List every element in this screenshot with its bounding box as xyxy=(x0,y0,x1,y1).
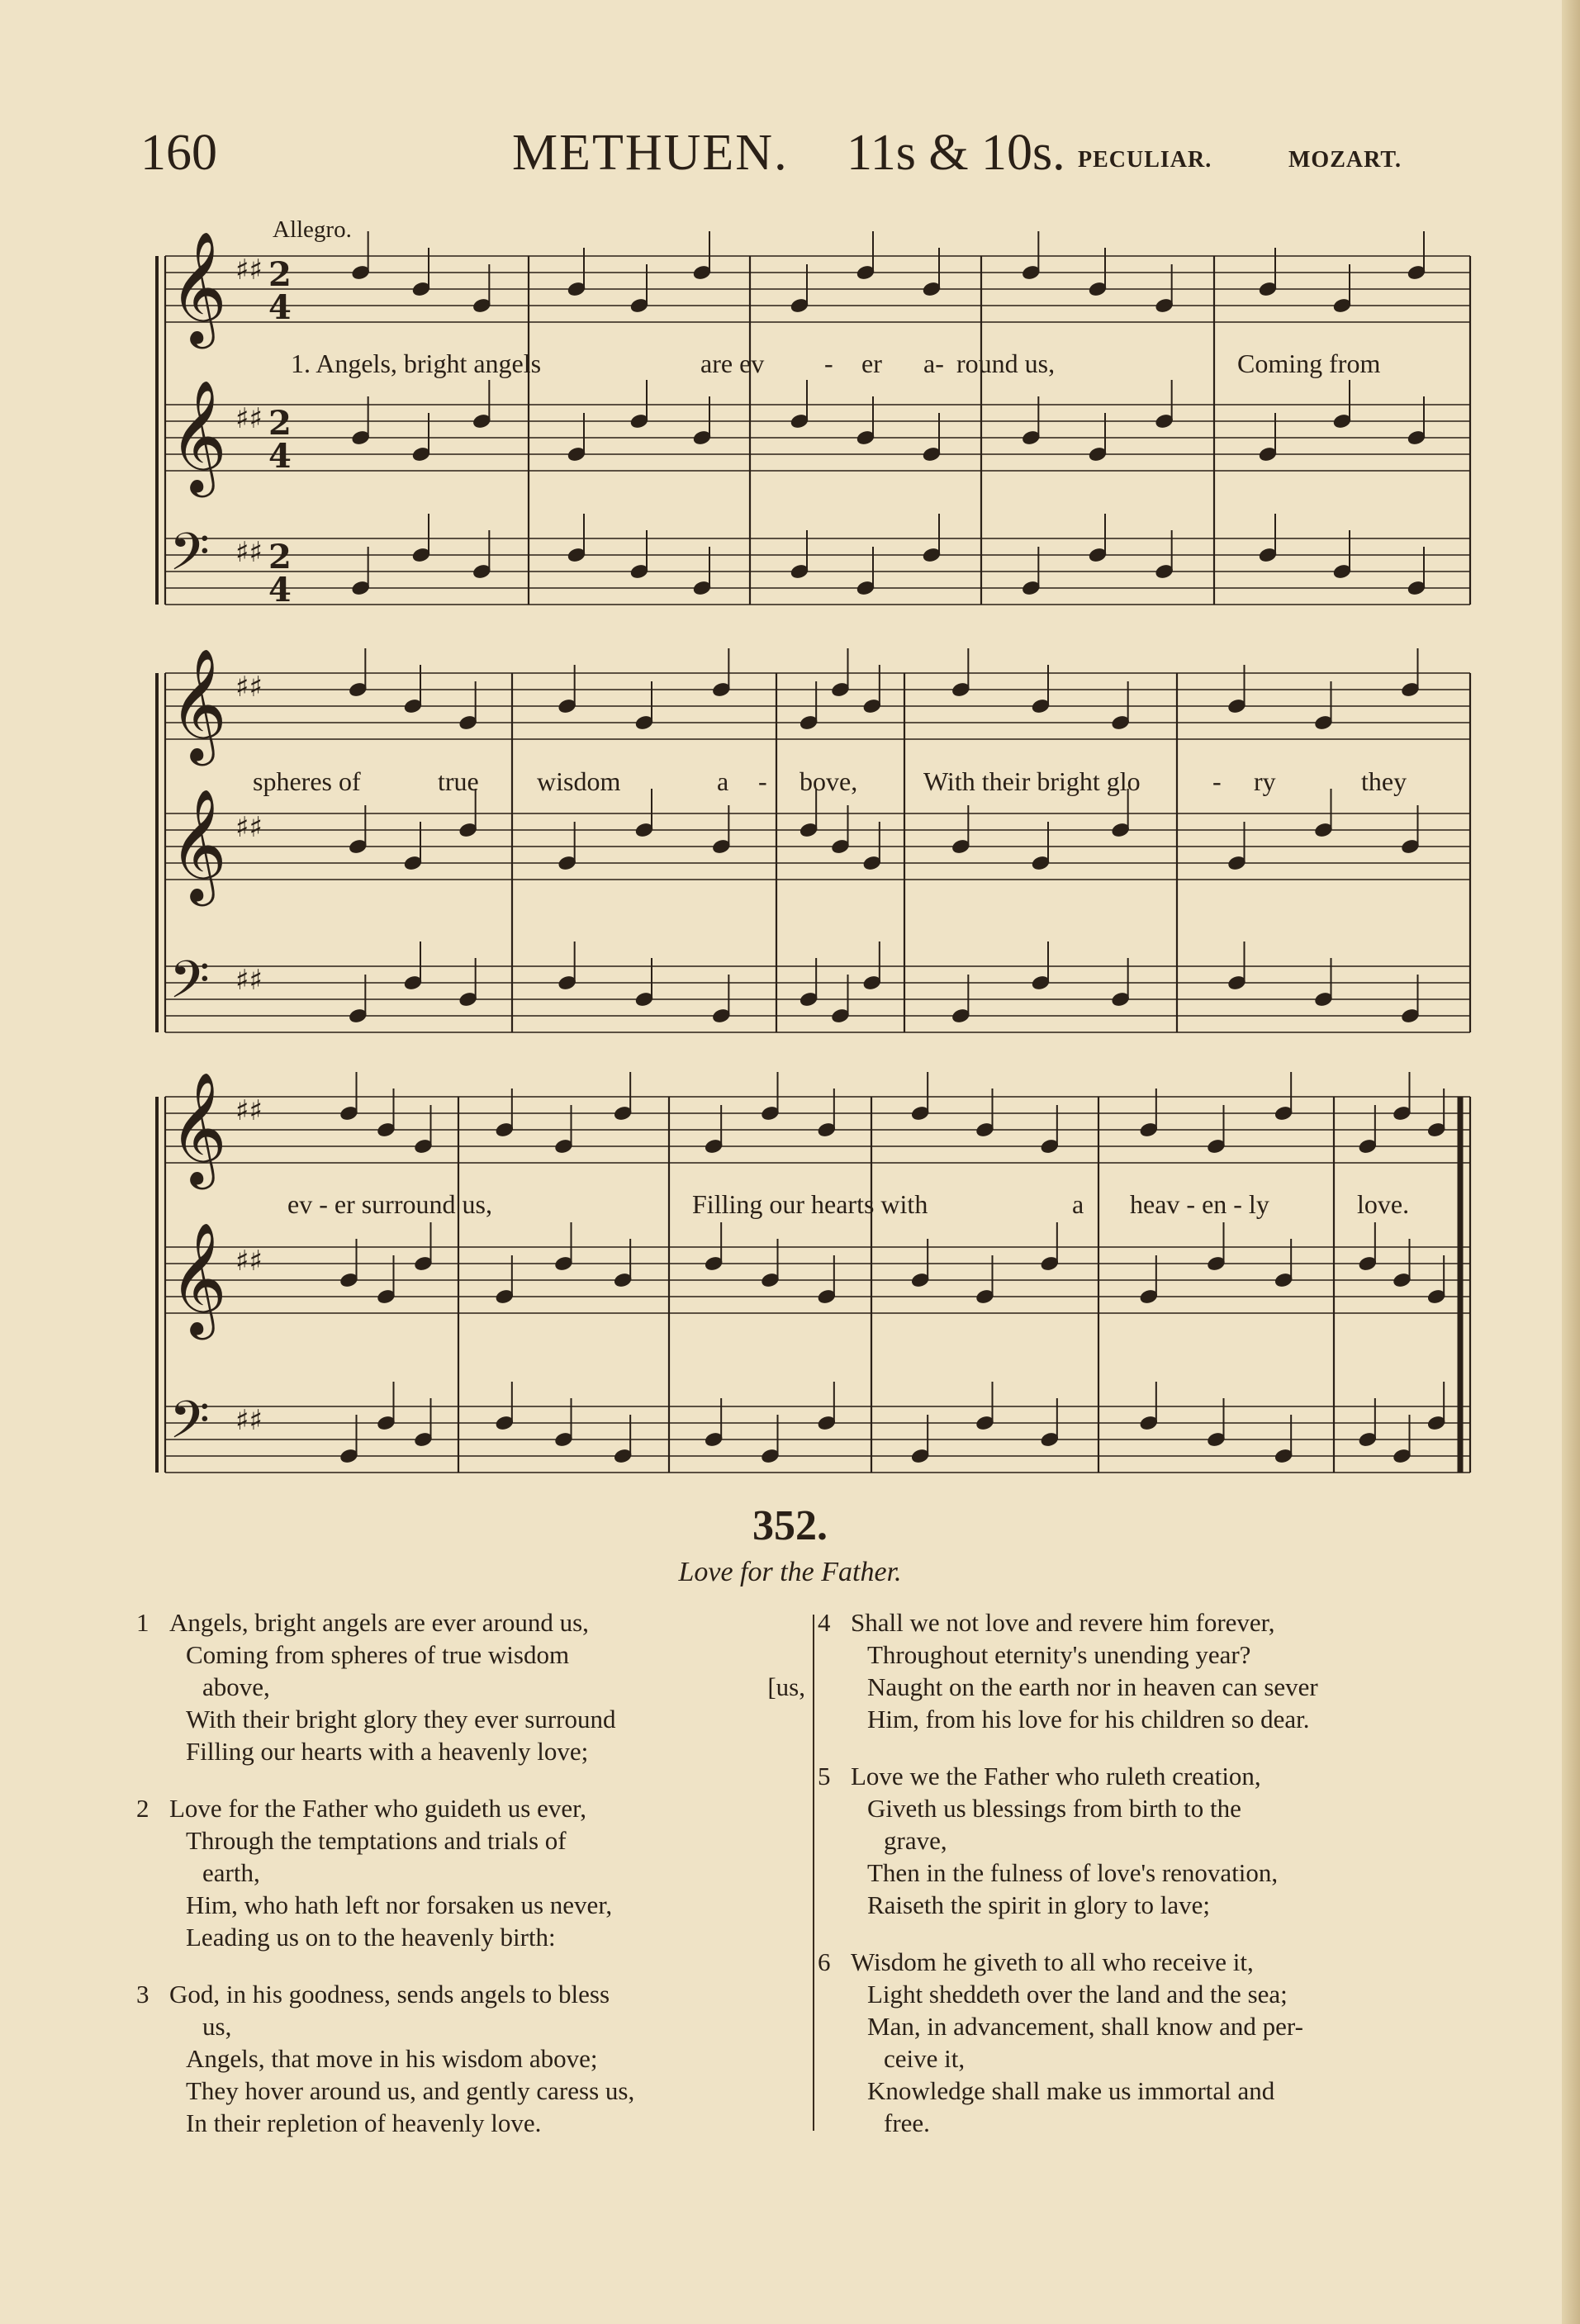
verse-line xyxy=(818,1824,1483,1857)
treble-clef: 𝄞 xyxy=(169,787,227,901)
verses-right-column xyxy=(818,1606,1483,2164)
verse-line-text: They hover around us, and gently caress us, xyxy=(186,2076,635,2105)
lyric-syllable: er xyxy=(861,349,882,378)
verse-line-text: Him, from his love for his children so dear. xyxy=(867,1705,1310,1734)
lyric-syllable: a xyxy=(1072,1189,1084,1219)
verse-line xyxy=(818,1639,1483,1671)
verse-line-text: us, xyxy=(202,2012,232,2041)
lyric-syllable: they xyxy=(1361,766,1407,796)
treble-clef: 𝄞 xyxy=(169,230,227,344)
verse-line xyxy=(136,1735,805,1767)
lyric-syllable: Coming from xyxy=(1237,349,1381,378)
verse-line xyxy=(136,1889,805,1921)
verse-line xyxy=(818,2075,1483,2107)
lyric-syllable: - xyxy=(1212,766,1222,796)
lyric-syllable: are ev xyxy=(700,349,765,378)
lyric-syllable: spheres of xyxy=(253,766,361,796)
verse-line xyxy=(818,1760,1483,1792)
lyric-syllable: - xyxy=(824,349,833,378)
verse-line-text: above, xyxy=(202,1672,270,1701)
verse-line-text: Wisdom he giveth to all who receive it, xyxy=(851,1947,1254,1976)
verse-line xyxy=(136,1824,805,1857)
verse-line-text: Angels, bright angels are ever around us, xyxy=(169,1608,589,1637)
page-number: 160 xyxy=(140,125,217,181)
lyric-syllable: With their bright glo xyxy=(923,766,1141,796)
lyric-syllable: a xyxy=(717,766,729,796)
time-signature-bottom: 4 xyxy=(268,288,292,327)
verse-line-text: In their repletion of heavenly love. xyxy=(186,2108,542,2137)
verse-number: 1 xyxy=(136,1608,149,1637)
verse-line-text: Giveth us blessings from birth to the xyxy=(867,1794,1241,1823)
key-signature: ♯♯ xyxy=(235,254,263,287)
verse-line xyxy=(136,1606,805,1639)
verse xyxy=(818,1606,1483,1735)
verse-line xyxy=(136,1978,805,2010)
verse-line-text: Love for the Father who guideth us ever, xyxy=(169,1794,586,1823)
lyric-syllable: bove, xyxy=(799,766,858,796)
time-signature-top: 2 xyxy=(268,404,292,443)
verse-line-text: God, in his goodness, sends angels to bless xyxy=(169,1980,610,2009)
verse-line-text: With their bright glory they ever surround xyxy=(186,1705,616,1734)
key-signature: ♯♯ xyxy=(235,1404,263,1437)
verse-number: 2 xyxy=(136,1794,149,1823)
verse-line xyxy=(136,2075,805,2107)
verse-line xyxy=(136,1703,805,1735)
lyric-syllable: heav - en - ly xyxy=(1130,1189,1269,1219)
verse-line xyxy=(818,2042,1483,2075)
lyric-syllable: wisdom xyxy=(537,766,621,796)
verse-line-text: [us, xyxy=(767,1672,805,1701)
verse-line xyxy=(136,2042,805,2075)
lyric-syllable: ev - er surround us, xyxy=(287,1189,492,1219)
verse xyxy=(136,1978,805,2139)
verse-line xyxy=(136,1857,805,1889)
verse-line xyxy=(818,1946,1483,1978)
verse-line-text: Leading us on to the heavenly birth: xyxy=(186,1923,556,1952)
verse-number: 5 xyxy=(818,1762,831,1790)
verse-line-text: grave, xyxy=(884,1826,947,1855)
verse xyxy=(136,1606,805,1767)
verse-line-text: Raiseth the spirit in glory to lave; xyxy=(867,1890,1210,1919)
tune-title: METHUEN. xyxy=(512,125,789,181)
verse-line-text: Shall we not love and revere him forever, xyxy=(851,1608,1275,1637)
verse-number: 6 xyxy=(818,1947,831,1976)
lyric-syllable: ry xyxy=(1254,766,1276,796)
verse-line-text: Naught on the earth nor in heaven can sever xyxy=(867,1672,1318,1701)
verse-line-text: ceive it, xyxy=(884,2044,966,2073)
verse-line xyxy=(818,1857,1483,1889)
time-signature-top: 2 xyxy=(268,255,292,294)
verse-line-text: earth, xyxy=(202,1858,260,1887)
verse-line-text: Through the temptations and trials of xyxy=(186,1826,567,1855)
verse-line xyxy=(818,1792,1483,1824)
key-signature: ♯♯ xyxy=(235,811,263,844)
lyric-syllable: true xyxy=(438,766,479,796)
lyric-syllable: Filling our hearts with xyxy=(692,1189,928,1219)
tune-meter: 11s & 10s. xyxy=(847,125,1065,181)
verse-line xyxy=(136,1792,805,1824)
key-signature: ♯♯ xyxy=(235,1094,263,1127)
verse-line-text: Angels, that move in his wisdom above; xyxy=(186,2044,598,2073)
verse-line-text: Throughout eternity's unending year? xyxy=(867,1640,1251,1669)
verse-line xyxy=(818,1889,1483,1921)
verse xyxy=(818,1946,1483,2139)
verse-line xyxy=(136,2107,805,2139)
key-signature: ♯♯ xyxy=(235,536,263,569)
time-signature-bottom: 4 xyxy=(268,437,292,476)
verse-line xyxy=(818,1978,1483,2010)
treble-clef: 𝄞 xyxy=(169,1070,227,1184)
verse-number: 4 xyxy=(818,1608,831,1637)
treble-clef: 𝄞 xyxy=(169,378,227,492)
verse-line-text: Filling our hearts with a heavenly love; xyxy=(186,1737,589,1766)
verse-line-text: Coming from spheres of true wisdom xyxy=(186,1640,570,1669)
key-signature: ♯♯ xyxy=(235,1245,263,1278)
tune-composer: MOZART. xyxy=(1288,147,1402,173)
bass-clef: 𝄢 xyxy=(169,949,210,1022)
verse-line xyxy=(818,1606,1483,1639)
tune-peculiar: PECULIAR. xyxy=(1078,147,1212,173)
verse-line xyxy=(136,1921,805,1953)
time-signature-top: 2 xyxy=(268,538,292,576)
verse-line-text: Light sheddeth over the land and the sea; xyxy=(867,1980,1288,2009)
lyric-syllable: 1. Angels, bright angels xyxy=(291,349,542,378)
bass-clef: 𝄢 xyxy=(169,521,210,595)
lyric-syllable: - xyxy=(758,766,767,796)
time-signature-bottom: 4 xyxy=(268,571,292,609)
verse-line-text: Knowledge shall make us immortal and xyxy=(867,2076,1275,2105)
verse-line-text: Then in the fulness of love's renovation, xyxy=(867,1858,1279,1887)
verse-line-text: Love we the Father who ruleth creation, xyxy=(851,1762,1261,1790)
column-divider xyxy=(813,1615,814,2131)
lyric-syllable: a- xyxy=(923,349,944,378)
verse-line-text: free. xyxy=(884,2108,930,2137)
lyric-syllable: round us, xyxy=(956,349,1056,378)
verse-line xyxy=(136,2010,805,2042)
hymn-subtitle: Love for the Father. xyxy=(678,1557,902,1587)
key-signature: ♯♯ xyxy=(235,964,263,997)
verse xyxy=(818,1760,1483,1921)
notes xyxy=(339,231,1446,1464)
verse-line xyxy=(818,2107,1483,2139)
key-signature: ♯♯ xyxy=(235,402,263,435)
verses-left-column xyxy=(136,1606,805,2164)
lyric-syllable: love. xyxy=(1357,1189,1410,1219)
verse-line xyxy=(818,1671,1483,1703)
hymn-number: 352. xyxy=(752,1502,828,1549)
tempo-marking: Allegro. xyxy=(273,216,352,243)
verse-number: 3 xyxy=(136,1980,149,2009)
treble-clef: 𝄞 xyxy=(169,1221,227,1335)
verse xyxy=(136,1792,805,1953)
verse-line-text: Him, who hath left nor forsaken us never, xyxy=(186,1890,613,1919)
treble-clef: 𝄞 xyxy=(169,647,227,761)
key-signature: ♯♯ xyxy=(235,671,263,704)
verse-line xyxy=(818,2010,1483,2042)
verse-line xyxy=(818,1703,1483,1735)
verse-line xyxy=(136,1639,805,1671)
verse-line-text: Man, in advancement, shall know and per- xyxy=(867,2012,1303,2041)
bass-clef: 𝄢 xyxy=(169,1389,210,1463)
